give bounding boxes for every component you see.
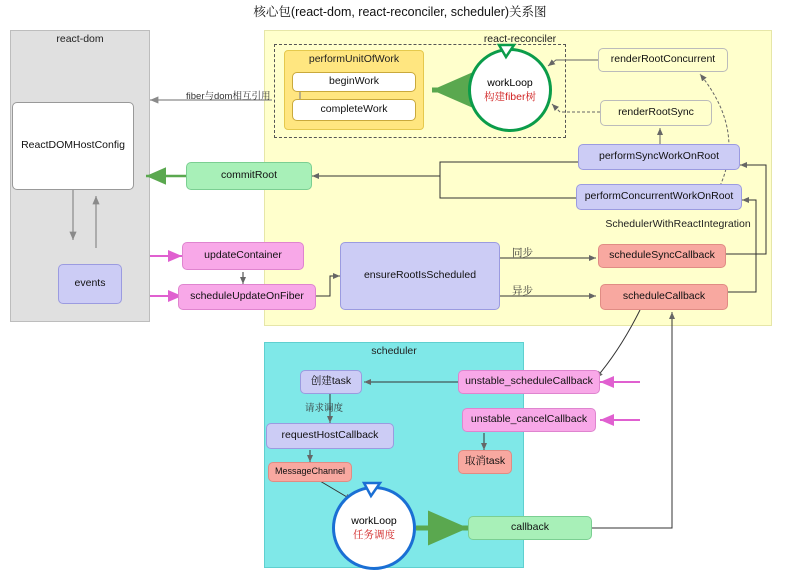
- node-unstable-schedule-callback[interactable]: unstable_scheduleCallback: [458, 370, 600, 394]
- node-work-loop-task[interactable]: [332, 486, 416, 570]
- node-ensure-root-is-scheduled[interactable]: ensureRootIsScheduled: [340, 242, 500, 310]
- node-unstable-cancel-callback[interactable]: unstable_cancelCallback: [462, 408, 596, 432]
- node-update-container[interactable]: updateContainer: [182, 242, 304, 270]
- edge-label-sync: 同步: [512, 247, 533, 259]
- node-schedule-update-on-fiber[interactable]: scheduleUpdateOnFiber: [178, 284, 316, 310]
- node-work-loop-fiber[interactable]: [468, 48, 552, 132]
- region-react-reconciler-label: react-reconciler: [483, 33, 557, 45]
- work-loop-fiber-line2: 构建fiber树: [484, 90, 536, 103]
- node-begin-work[interactable]: beginWork: [292, 72, 416, 92]
- node-events[interactable]: events: [58, 264, 122, 304]
- work-loop-task-line1: workLoop: [351, 514, 397, 527]
- node-render-root-sync[interactable]: renderRootSync: [600, 100, 712, 126]
- node-render-root-concurrent[interactable]: renderRootConcurrent: [598, 48, 728, 72]
- perform-unit-of-work-label: performUnitOfWork: [308, 53, 400, 65]
- page-title: 核心包(react-dom, react-reconciler, scheduler)关系图: [253, 5, 547, 19]
- edge-label-request-schedule: 请求调度: [305, 403, 344, 414]
- node-perform-sync-work-on-root[interactable]: performSyncWorkOnRoot: [578, 144, 740, 170]
- work-loop-fiber-line1: workLoop: [487, 76, 533, 89]
- node-complete-work[interactable]: completeWork: [292, 99, 416, 121]
- node-react-dom-host-config[interactable]: ReactDOMHostConfig: [12, 102, 134, 190]
- work-loop-task-line2: 任务调度: [353, 528, 395, 541]
- node-schedule-callback[interactable]: scheduleCallback: [600, 284, 728, 310]
- region-react-dom-label: react-dom: [56, 33, 104, 45]
- node-commit-root[interactable]: commitRoot: [186, 162, 312, 190]
- scheduler-with-react-integration-label: SchedulerWithReactIntegration: [605, 218, 751, 230]
- node-callback[interactable]: callback: [468, 516, 592, 540]
- node-schedule-sync-callback[interactable]: scheduleSyncCallback: [598, 244, 726, 268]
- node-cancel-task[interactable]: 取消task: [458, 450, 512, 474]
- node-create-task[interactable]: 创建task: [300, 370, 362, 394]
- node-perform-concurrent-work-on-root[interactable]: performConcurrentWorkOnRoot: [576, 184, 742, 210]
- node-request-host-callback[interactable]: requestHostCallback: [266, 423, 394, 449]
- edge-label-async: 异步: [512, 285, 533, 297]
- region-scheduler-label: scheduler: [371, 345, 417, 357]
- edge-label-fiber-dom: fiber与dom相互引用: [186, 91, 271, 102]
- node-message-channel[interactable]: MessageChannel: [268, 462, 352, 482]
